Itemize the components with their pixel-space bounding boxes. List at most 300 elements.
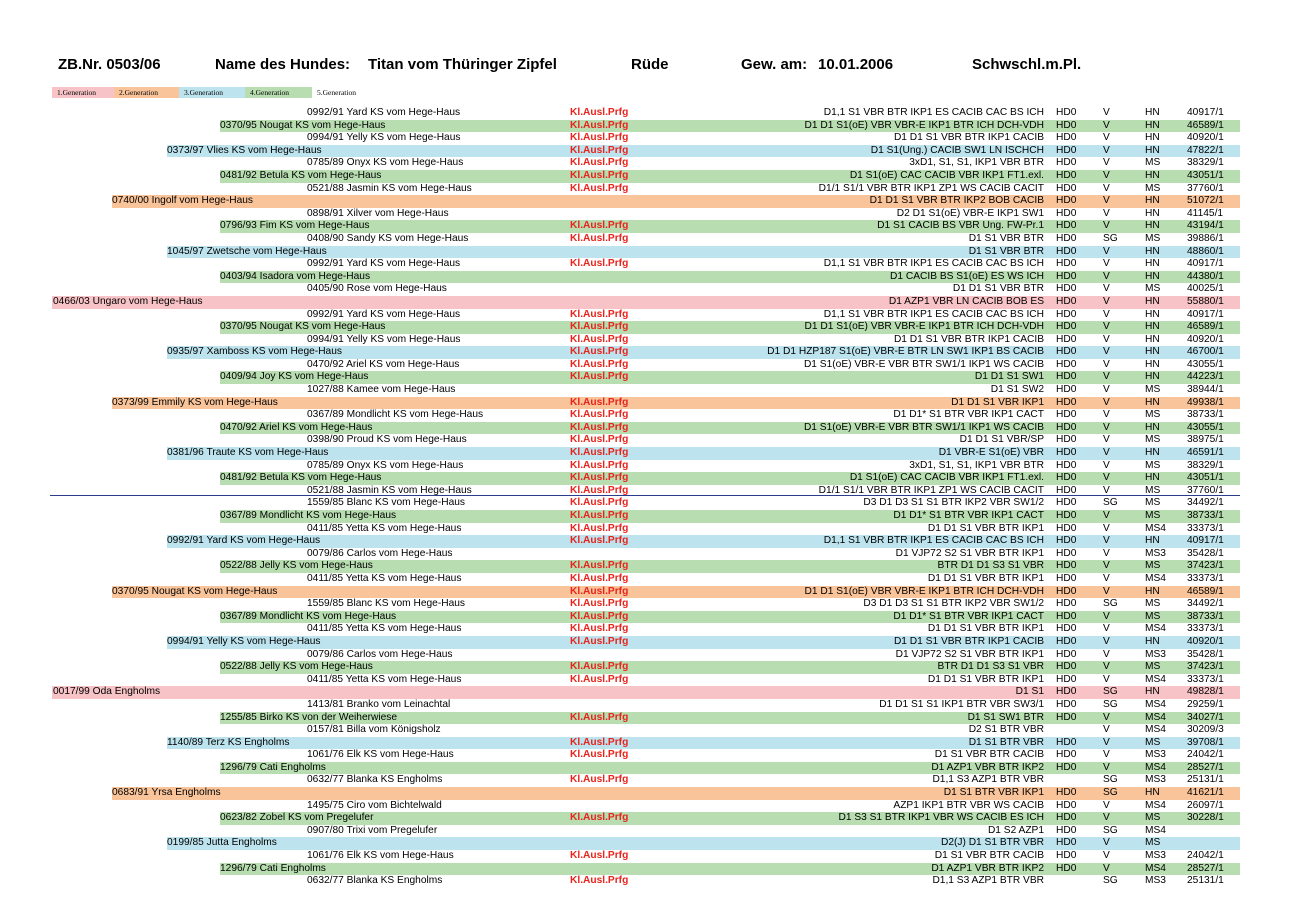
dog-name-cell: 1255/85 Birko KS von der Weiherwiese	[220, 711, 398, 723]
dog-name-cell: 0373/97 Vlies KS vom Hege-Haus	[167, 144, 322, 156]
registry-number-cell: 40920/1	[1187, 333, 1224, 345]
dog-name-cell: 0994/91 Yelly KS vom Hege-Haus	[307, 333, 461, 345]
formwert-cell: V	[1103, 510, 1110, 521]
pruefung-cell: Kl.Ausl.Prfg	[570, 510, 629, 521]
formwert-cell: V	[1103, 736, 1110, 748]
dog-name-cell: 0907/80 Trixi vom Pregelufer	[307, 824, 438, 836]
registry-number-cell: 40917/1	[1187, 107, 1224, 118]
hd-cell: HD0	[1056, 434, 1077, 446]
generation-band	[167, 837, 1240, 850]
pedigree-row	[52, 661, 1240, 674]
hd-cell: HD0	[1056, 787, 1077, 799]
pedigree-row	[52, 195, 1240, 208]
titles-cell: D1 S1 VBR BTR	[968, 245, 1044, 257]
hd-cell: HD0	[1056, 497, 1077, 509]
formwert-cell: V	[1103, 535, 1110, 547]
genetic-cell: MS	[1145, 736, 1161, 748]
hd-cell: HD0	[1056, 572, 1077, 584]
hd-cell: HD0	[1056, 447, 1077, 459]
generation-band	[167, 535, 1240, 548]
dog-name-cell: 0470/92 Ariel KS vom Hege-Haus	[220, 421, 373, 433]
registry-number-cell: 43055/1	[1187, 421, 1224, 433]
hd-cell: HD0	[1056, 799, 1077, 811]
pruefung-cell: Kl.Ausl.Prfg	[570, 610, 629, 622]
hd-cell: HD0	[1056, 837, 1077, 849]
genetic-cell: MS	[1145, 560, 1161, 572]
genetic-cell: HN	[1145, 333, 1160, 345]
generation-band	[167, 737, 1240, 750]
hd-cell: HD0	[1056, 522, 1077, 534]
registry-number-cell: 49938/1	[1187, 396, 1224, 408]
pedigree-row	[52, 208, 1240, 221]
formwert-cell: V	[1103, 333, 1110, 345]
formwert-cell: V	[1103, 396, 1110, 408]
titles-cell: D1 D1 S1 VBR BTR IKP1	[927, 623, 1044, 635]
pedigree-row	[52, 674, 1240, 687]
genetic-cell: HN	[1145, 245, 1160, 257]
pedigree-row	[52, 586, 1240, 599]
titles-cell: D1 D1 S1(oE) VBR VBR-E IKP1 BTR ICH DCH-VDH	[804, 119, 1044, 131]
dog-name-cell: 0079/86 Carlos vom Hege-Haus	[307, 547, 453, 559]
formwert-cell: V	[1103, 321, 1110, 333]
birth-date: 10.01.2006	[818, 56, 894, 73]
formwert-cell: V	[1103, 447, 1110, 459]
pruefung-cell: Kl.Ausl.Prfg	[570, 169, 629, 181]
pruefung-cell: Kl.Ausl.Prfg	[570, 459, 629, 471]
pedigree-row	[52, 220, 1240, 233]
pedigree-row	[52, 321, 1240, 334]
formwert-cell: V	[1103, 850, 1110, 862]
pedigree-row	[52, 850, 1240, 863]
genetic-cell: HN	[1145, 686, 1160, 698]
dog-name-cell: 1296/79 Cati Engholms	[220, 862, 326, 874]
pedigree-row	[52, 837, 1240, 850]
dog-name-cell: 0632/77 Blanka KS Engholms	[307, 774, 443, 786]
formwert-cell: V	[1103, 459, 1110, 471]
registry-number-cell: 33373/1	[1187, 572, 1224, 584]
hd-cell: HD0	[1056, 598, 1077, 610]
formwert-cell: V	[1103, 635, 1110, 647]
pedigree-row	[52, 649, 1240, 662]
registry-number-cell: 43194/1	[1187, 220, 1224, 232]
dog-name-cell: 0992/91 Yard KS vom Hege-Haus	[307, 107, 461, 118]
hd-cell: HD0	[1056, 698, 1077, 710]
dog-name-cell: 1495/75 Ciro vom Bichtelwald	[307, 799, 442, 811]
titles-cell: D1 D1* S1 BTR VBR IKP1 CACT	[893, 510, 1044, 521]
pedigree-row	[52, 359, 1240, 372]
formwert-cell: V	[1103, 308, 1110, 320]
titles-cell: 3xD1, S1, S1, IKP1 VBR BTR	[909, 157, 1044, 169]
titles-cell: D1 D1 S1 VBR BTR IKP1 CACIB	[893, 635, 1044, 647]
dog-name-label: Name des Hundes:	[215, 56, 351, 73]
pruefung-cell: Kl.Ausl.Prfg	[570, 421, 629, 433]
registry-number-cell: 44223/1	[1187, 371, 1224, 383]
registry-number-cell: 55880/1	[1187, 295, 1224, 307]
pruefung-cell: Kl.Ausl.Prfg	[570, 535, 629, 547]
generation-legend	[52, 87, 377, 98]
generation-band	[167, 145, 1240, 158]
pedigree-row	[52, 107, 1240, 120]
titles-cell: D1 VBR-E S1(oE) VBR	[938, 447, 1044, 459]
formwert-cell: V	[1103, 799, 1110, 811]
titles-cell: D2 S1 BTR VBR	[968, 724, 1044, 736]
genetic-cell: HN	[1145, 358, 1160, 370]
pruefung-cell: Kl.Ausl.Prfg	[570, 736, 629, 748]
pedigree-row	[52, 170, 1240, 183]
genetic-cell: MS	[1145, 232, 1161, 244]
pedigree-row	[52, 863, 1240, 876]
formwert-cell: V	[1103, 409, 1110, 421]
pedigree-row	[52, 422, 1240, 435]
titles-cell: D1 S1 BTR VBR	[968, 736, 1044, 748]
generation-band	[220, 371, 1240, 384]
registry-number-cell: 48860/1	[1187, 245, 1224, 257]
registry-number-cell: 38944/1	[1187, 384, 1224, 396]
hd-cell: HD0	[1056, 686, 1077, 698]
pedigree-row	[52, 233, 1240, 246]
pedigree-row	[52, 296, 1240, 309]
titles-cell: D1 S3 S1 BTR IKP1 VBR WS CACIB ES ICH	[838, 812, 1044, 824]
dog-name-cell: 0411/85 Yetta KS vom Hege-Haus	[307, 522, 462, 534]
pruefung-cell: Kl.Ausl.Prfg	[570, 774, 629, 786]
pruefung-cell: Kl.Ausl.Prfg	[570, 396, 629, 408]
dog-name-cell: 0373/99 Emmily KS vom Hege-Haus	[112, 396, 278, 408]
pedigree-row	[52, 573, 1240, 586]
hd-cell: HD0	[1056, 396, 1077, 408]
pedigree-row	[52, 724, 1240, 737]
pedigree-row	[52, 548, 1240, 561]
dog-name-cell: 0017/99 Oda Engholms	[53, 686, 161, 698]
dog-name-cell: 0370/95 Nougat KS vom Hege-Haus	[220, 321, 386, 333]
pedigree-row	[52, 510, 1240, 523]
titles-cell: D1/1 S1/1 VBR BTR IKP1 ZP1 WS CACIB CACIT	[818, 484, 1044, 496]
hd-cell: HD0	[1056, 560, 1077, 572]
genetic-cell: HN	[1145, 144, 1160, 156]
formwert-cell: SG	[1103, 774, 1118, 786]
formwert-cell: SG	[1103, 686, 1118, 698]
registry-number-cell: 43051/1	[1187, 169, 1224, 181]
dog-name-cell: 0367/89 Mondlicht KS vom Hege-Haus	[220, 610, 397, 622]
formwert-cell: V	[1103, 144, 1110, 156]
titles-cell: D1 S1 SW2	[990, 384, 1044, 396]
legend-generation-4: 4.Generation	[245, 87, 312, 98]
genetic-cell: MS	[1145, 182, 1161, 194]
hd-cell: HD0	[1056, 107, 1077, 118]
generation-band	[307, 774, 1240, 787]
dog-name-cell: 0398/90 Proud KS vom Hege-Haus	[307, 434, 467, 446]
hd-cell: HD0	[1056, 144, 1077, 156]
pedigree-row	[52, 523, 1240, 536]
pruefung-cell: Kl.Ausl.Prfg	[570, 321, 629, 333]
registry-number-cell: 39708/1	[1187, 736, 1224, 748]
pruefung-cell: Kl.Ausl.Prfg	[570, 749, 629, 761]
formwert-cell: V	[1103, 421, 1110, 433]
registry-number-cell: 40917/1	[1187, 308, 1224, 320]
formwert-cell: V	[1103, 837, 1110, 849]
genetic-cell: MS3	[1145, 850, 1166, 862]
hd-cell: HD0	[1056, 270, 1077, 282]
titles-cell: D1 S2 AZP1	[987, 824, 1044, 836]
pedigree-row	[52, 535, 1240, 548]
genetic-cell: MS4	[1145, 572, 1166, 584]
titles-cell: D1 D1 S1 SW1	[974, 371, 1044, 383]
registry-number-cell: 37760/1	[1187, 484, 1224, 496]
registry-number-cell: 44380/1	[1187, 270, 1224, 282]
legend-generation-3: 3.Generation	[179, 87, 245, 98]
hd-cell: HD0	[1056, 371, 1077, 383]
hd-cell: HD0	[1056, 207, 1077, 219]
dog-name-cell: 0409/94 Joy KS vom Hege-Haus	[220, 371, 369, 383]
generation-band	[307, 283, 1240, 296]
titles-cell: D1/1 S1/1 VBR BTR IKP1 ZP1 WS CACIB CACIT	[818, 182, 1044, 194]
genetic-cell: MS4	[1145, 862, 1166, 874]
formwert-cell: V	[1103, 610, 1110, 622]
registry-number-cell: 37760/1	[1187, 182, 1224, 194]
hd-cell: HD0	[1056, 333, 1077, 345]
hd-cell: HD0	[1056, 295, 1077, 307]
formwert-cell: SG	[1103, 875, 1118, 887]
pruefung-cell: Kl.Ausl.Prfg	[570, 497, 629, 509]
genetic-cell: MS4	[1145, 799, 1166, 811]
genetic-cell: HN	[1145, 396, 1160, 408]
titles-cell: D1 D1 S1 VBR BTR IKP1	[927, 572, 1044, 584]
dog-name-cell: 0623/82 Zobel KS vom Pregelufer	[220, 812, 374, 824]
dog-name: Titan vom Thüringer Zipfel	[368, 56, 557, 73]
genetic-cell: HN	[1145, 346, 1160, 358]
dog-name-cell: 1413/81 Branko vom Leinachtal	[307, 698, 451, 710]
pedigree-row	[52, 157, 1240, 170]
dog-name-cell: 0683/91 Yrsa Engholms	[112, 787, 221, 799]
genetic-cell: MS3	[1145, 648, 1166, 660]
genetic-cell: MS	[1145, 598, 1161, 610]
formwert-cell: V	[1103, 119, 1110, 131]
hd-cell: HD0	[1056, 283, 1077, 295]
formwert-cell: SG	[1103, 232, 1118, 244]
titles-cell: D1 AZP1 VBR LN CACIB BOB ES	[888, 295, 1044, 307]
titles-cell: D1 D1 S1 VBR BTR	[952, 283, 1044, 295]
formwert-cell: V	[1103, 157, 1110, 169]
titles-cell: D1 S1 BTR VBR IKP1	[943, 787, 1044, 799]
genetic-cell: MS3	[1145, 875, 1166, 887]
titles-cell: D1 S1 VBR BTR CACIB	[934, 749, 1044, 761]
genetic-cell: HN	[1145, 447, 1160, 459]
titles-cell: D1 D1 S1 VBR IKP1	[951, 396, 1044, 408]
registry-number-cell: 25131/1	[1187, 774, 1224, 786]
formwert-cell: V	[1103, 560, 1110, 572]
pedigree-row	[52, 787, 1240, 800]
dog-name-cell: 0466/03 Ungaro vom Hege-Haus	[53, 295, 203, 307]
registry-number-cell: 24042/1	[1187, 749, 1224, 761]
genetic-cell: HN	[1145, 195, 1160, 207]
formwert-cell: V	[1103, 132, 1110, 144]
hd-cell: HD0	[1056, 321, 1077, 333]
hd-cell: HD0	[1056, 535, 1077, 547]
formwert-cell: V	[1103, 661, 1110, 673]
genetic-cell: MS4	[1145, 673, 1166, 685]
pedigree-row	[52, 434, 1240, 447]
pruefung-cell: Kl.Ausl.Prfg	[570, 635, 629, 647]
pedigree-row	[52, 472, 1240, 485]
pedigree-header	[0, 56, 1316, 76]
hd-cell: HD0	[1056, 862, 1077, 874]
dog-name-cell: 0785/89 Onyx KS vom Hege-Haus	[307, 157, 464, 169]
registry-number-cell: 46589/1	[1187, 585, 1224, 597]
titles-cell: D1 S1(oE) VBR-E VBR BTR SW1/1 IKP1 WS CACIB	[803, 421, 1044, 433]
dog-name-cell: 0935/97 Xamboss KS vom Hege-Haus	[167, 346, 342, 358]
pruefung-cell: Kl.Ausl.Prfg	[570, 308, 629, 320]
registry-number-cell: 33373/1	[1187, 673, 1224, 685]
genetic-cell: HN	[1145, 295, 1160, 307]
pedigree-row	[52, 246, 1240, 259]
pedigree-row	[52, 460, 1240, 473]
pedigree-row	[52, 875, 1240, 888]
registry-number-cell: 41145/1	[1187, 207, 1224, 219]
dog-sex: Rüde	[631, 56, 669, 73]
titles-cell: D1 VJP72 S2 S1 VBR BTR IKP1	[895, 547, 1044, 559]
dog-name-cell: 0632/77 Blanka KS Engholms	[307, 875, 443, 887]
pedigree-row	[52, 611, 1240, 624]
hd-cell: HD0	[1056, 510, 1077, 521]
dog-name-cell: 0408/90 Sandy KS vom Hege-Haus	[307, 232, 469, 244]
generation-band	[220, 220, 1240, 233]
dog-name-cell: 0199/85 Jutta Engholms	[167, 837, 277, 849]
pedigree-row	[52, 560, 1240, 573]
pruefung-cell: Kl.Ausl.Prfg	[570, 522, 629, 534]
pruefung-cell: Kl.Ausl.Prfg	[570, 182, 629, 194]
genetic-cell: HN	[1145, 371, 1160, 383]
pedigree-row	[52, 258, 1240, 271]
titles-cell: D1 VJP72 S2 S1 VBR BTR IKP1	[895, 648, 1044, 660]
genetic-cell: MS	[1145, 384, 1161, 396]
pruefung-cell: Kl.Ausl.Prfg	[570, 447, 629, 459]
genetic-cell: MS	[1145, 510, 1161, 521]
generation-band	[220, 422, 1240, 435]
registry-number-cell: 34492/1	[1187, 497, 1224, 509]
registry-number-cell: 33373/1	[1187, 522, 1224, 534]
dog-name-cell: 0370/95 Nougat KS vom Hege-Haus	[220, 119, 386, 131]
formwert-cell: V	[1103, 673, 1110, 685]
hd-cell: HD0	[1056, 635, 1077, 647]
generation-band	[307, 825, 1240, 838]
registry-number-cell: 35428/1	[1187, 648, 1224, 660]
dog-name-cell: 0481/92 Betula KS vom Hege-Haus	[220, 169, 382, 181]
formwert-cell: V	[1103, 107, 1110, 118]
formwert-cell: V	[1103, 384, 1110, 396]
genetic-cell: MS4	[1145, 623, 1166, 635]
hd-cell: HD0	[1056, 673, 1077, 685]
generation-band	[220, 271, 1240, 284]
titles-cell: D1 D1* S1 BTR VBR IKP1 CACT	[893, 610, 1044, 622]
registry-number-cell: 33373/1	[1187, 623, 1224, 635]
genetic-cell: MS4	[1145, 698, 1166, 710]
registry-number-cell: 34492/1	[1187, 598, 1224, 610]
registry-number-cell: 28527/1	[1187, 761, 1224, 773]
registry-number-cell: 46589/1	[1187, 321, 1224, 333]
dog-name-cell: 0521/88 Jasmin KS vom Hege-Haus	[307, 484, 472, 496]
dog-name-cell: 0403/94 Isadora vom Hege-Haus	[220, 270, 371, 282]
titles-cell: D1 S1(Ung.) CACIB SW1 LN ISCHCH	[870, 144, 1044, 156]
pedigree-row	[52, 497, 1240, 510]
formwert-cell: V	[1103, 182, 1110, 194]
hd-cell: HD0	[1056, 384, 1077, 396]
dog-name-cell: 0992/91 Yard KS vom Hege-Haus	[307, 308, 461, 320]
pruefung-cell: Kl.Ausl.Prfg	[570, 371, 629, 383]
genetic-cell: MS	[1145, 484, 1161, 496]
formwert-cell: V	[1103, 862, 1110, 874]
hd-cell: HD0	[1056, 157, 1077, 169]
genetic-cell: HN	[1145, 585, 1160, 597]
formwert-cell: SG	[1103, 598, 1118, 610]
registry-number-cell: 30228/1	[1187, 812, 1224, 824]
coat-color: Schwschl.m.Pl.	[972, 56, 1082, 73]
registry-number-cell: 24042/1	[1187, 850, 1224, 862]
dog-name-cell: 0411/85 Yetta KS vom Hege-Haus	[307, 572, 462, 584]
titles-cell: D1 S1 SW1 BTR	[967, 711, 1044, 723]
formwert-cell: V	[1103, 648, 1110, 660]
titles-cell: D1 S1 VBR BTR	[968, 232, 1044, 244]
formwert-cell: V	[1103, 623, 1110, 635]
pruefung-cell: Kl.Ausl.Prfg	[570, 157, 629, 169]
genetic-cell: HN	[1145, 321, 1160, 333]
registry-number-cell: 26097/1	[1187, 799, 1224, 811]
titles-cell: D1 AZP1 VBR BTR IKP2	[931, 761, 1044, 773]
dog-name-cell: 0470/92 Ariel KS vom Hege-Haus	[307, 358, 460, 370]
registry-number-cell: 25131/1	[1187, 875, 1224, 887]
pedigree-row	[52, 825, 1240, 838]
hd-cell: HD0	[1056, 459, 1077, 471]
generation-band	[220, 762, 1240, 775]
genetic-cell: HN	[1145, 169, 1160, 181]
dog-name-cell: 0994/91 Yelly KS vom Hege-Haus	[307, 132, 461, 144]
titles-cell: D1,1 S3 AZP1 BTR VBR	[932, 774, 1044, 786]
pruefung-cell: Kl.Ausl.Prfg	[570, 119, 629, 131]
registry-number-cell: 39886/1	[1187, 232, 1224, 244]
dog-name-cell: 0370/95 Nougat KS vom Hege-Haus	[112, 585, 278, 597]
titles-cell: D1 S1(oE) VBR-E VBR BTR SW1/1 IKP1 WS CACIB	[803, 358, 1044, 370]
dog-name-cell: 0740/00 Ingolf vom Hege-Haus	[112, 195, 254, 207]
formwert-cell: V	[1103, 346, 1110, 358]
pruefung-cell: Kl.Ausl.Prfg	[570, 232, 629, 244]
pedigree-row	[52, 636, 1240, 649]
pedigree-row	[52, 132, 1240, 145]
formwert-cell: V	[1103, 270, 1110, 282]
pedigree-row	[52, 812, 1240, 825]
pruefung-cell: Kl.Ausl.Prfg	[570, 409, 629, 421]
hd-cell: HD0	[1056, 421, 1077, 433]
titles-cell: D1 D1 S1 VBR BTR IKP1	[927, 673, 1044, 685]
titles-cell: AZP1 IKP1 BTR VBR WS CACIB	[893, 799, 1044, 811]
genetic-cell: MS4	[1145, 711, 1166, 723]
pruefung-cell: Kl.Ausl.Prfg	[570, 358, 629, 370]
registry-number-cell: 40917/1	[1187, 535, 1224, 547]
formwert-cell: V	[1103, 585, 1110, 597]
dog-name-cell: 0796/93 Fim KS vom Hege-Haus	[220, 220, 370, 232]
genetic-cell: HN	[1145, 107, 1160, 118]
pruefung-cell: Kl.Ausl.Prfg	[570, 623, 629, 635]
hd-cell: HD0	[1056, 824, 1077, 836]
registry-number-cell: 38733/1	[1187, 610, 1224, 622]
hd-cell: HD0	[1056, 711, 1077, 723]
registry-number-cell: 51072/1	[1187, 195, 1224, 207]
section-divider	[50, 495, 1240, 496]
dog-name-cell: 0405/90 Rose vom Hege-Haus	[307, 283, 447, 295]
pedigree-row	[52, 800, 1240, 813]
pruefung-cell: Kl.Ausl.Prfg	[570, 572, 629, 584]
registry-number-cell: 38329/1	[1187, 459, 1224, 471]
genetic-cell: MS3	[1145, 749, 1166, 761]
dog-name-cell: 0411/85 Yetta KS vom Hege-Haus	[307, 623, 462, 635]
generation-band	[307, 875, 1240, 888]
